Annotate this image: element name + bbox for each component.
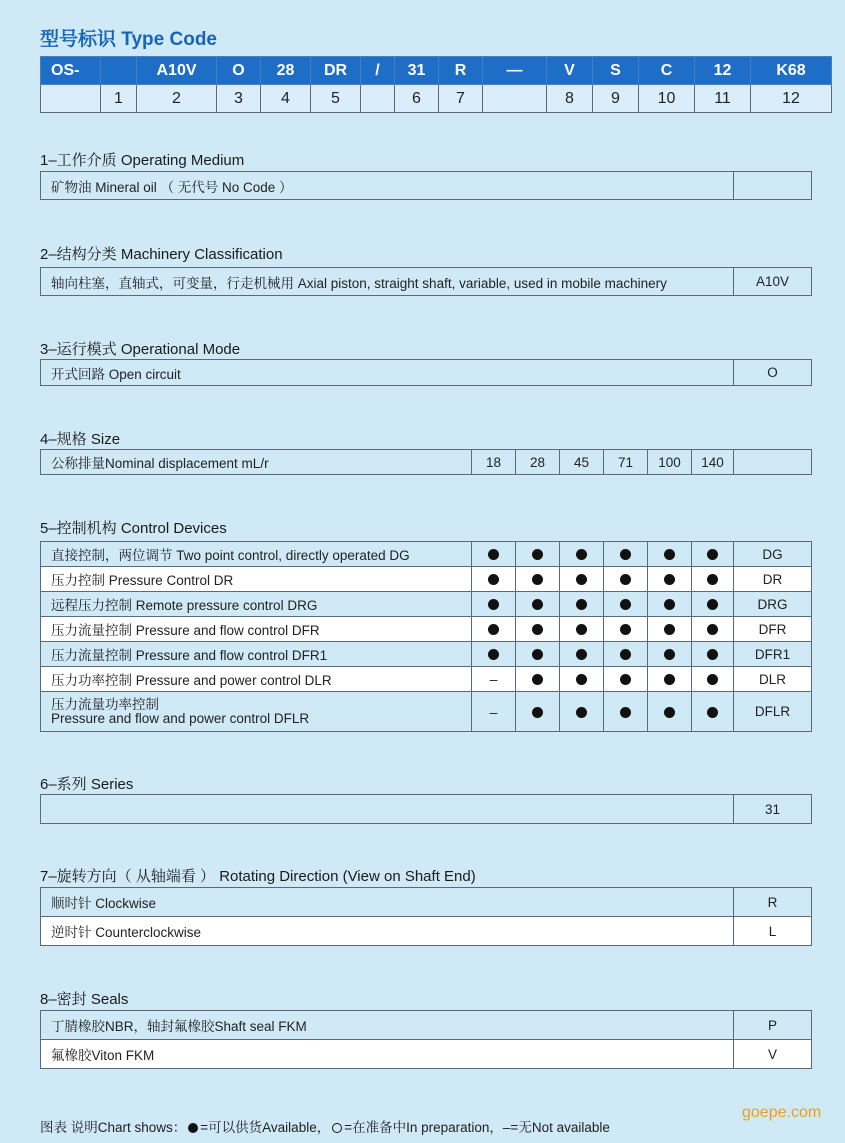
row-code: V — [734, 1040, 812, 1069]
available-dot-icon — [576, 674, 587, 685]
availability-cell — [604, 542, 648, 567]
row-code — [734, 172, 812, 200]
available-dot-icon — [707, 624, 718, 635]
availability-cell — [560, 692, 604, 732]
available-dot-icon — [488, 574, 499, 585]
code-number: 11 — [695, 85, 751, 113]
available-dot-icon — [576, 707, 587, 718]
section-title-machinery-classification: 2–结构分类 Machinery Classification — [40, 246, 283, 263]
availability-cell — [692, 567, 734, 592]
control-row — [41, 642, 812, 667]
available-dot-icon — [707, 574, 718, 585]
row-label — [41, 795, 734, 824]
size-value: 18 — [472, 450, 516, 475]
availability-cell — [648, 567, 692, 592]
control-label — [41, 692, 472, 732]
size-value: 140 — [692, 450, 734, 475]
availability-cell — [560, 542, 604, 567]
control-label — [41, 592, 472, 617]
availability-cell — [604, 592, 648, 617]
page-title: 型号标识 Type Code — [40, 29, 217, 50]
row-code: DFR — [734, 617, 812, 642]
watermark: goepe.com — [742, 1104, 822, 1121]
row-code: DLR — [734, 667, 812, 692]
code-segment: / — [361, 57, 395, 85]
legend-available: =可以供货Available， — [200, 1120, 331, 1135]
code-number: 8 — [547, 85, 593, 113]
control-label — [41, 617, 472, 642]
size-label: 公称排量Nominal displacement mL/r — [41, 450, 472, 475]
type-code-numbers — [41, 85, 832, 113]
availability-cell — [472, 542, 516, 567]
available-dot-icon — [707, 599, 718, 610]
size-value: 71 — [604, 450, 648, 475]
section-title-operating-medium: 1–工作介质 Operating Medium — [40, 152, 245, 169]
row-code: DRG — [734, 592, 812, 617]
code-segment: OS- — [41, 57, 101, 85]
availability-cell — [472, 642, 516, 667]
code-number — [483, 85, 547, 113]
control-label — [41, 667, 472, 692]
code-number: 5 — [311, 85, 361, 113]
code-segment: C — [639, 57, 695, 85]
availability-cell — [516, 617, 560, 642]
size-value: 100 — [648, 450, 692, 475]
availability-cell — [560, 592, 604, 617]
availability-cell — [604, 617, 648, 642]
available-dot-icon — [620, 674, 631, 685]
available-dot-icon — [620, 624, 631, 635]
available-dot-icon — [532, 674, 543, 685]
operational-mode-table — [40, 359, 812, 386]
legend-prefix: 图表 说明Chart shows： — [40, 1120, 187, 1135]
section-title-size: 4–规格 Size — [40, 431, 121, 448]
availability-cell — [648, 617, 692, 642]
type-code-segments — [41, 57, 832, 85]
code-segment: 12 — [695, 57, 751, 85]
available-dot-icon — [707, 649, 718, 660]
available-dot-icon — [620, 599, 631, 610]
available-dot-icon — [620, 549, 631, 560]
control-label-line: 压力流量功率控制 — [51, 696, 159, 712]
control-row — [41, 692, 812, 732]
availability-cell — [560, 642, 604, 667]
availability-cell — [516, 642, 560, 667]
row-label: 氟橡胶Viton FKM — [41, 1040, 734, 1069]
availability-cell — [648, 642, 692, 667]
available-dot-icon — [664, 599, 675, 610]
control-label-line: 远程压力控制 Remote pressure control DRG — [51, 598, 318, 613]
section-title-series: 6–系列 Series — [40, 776, 134, 793]
size-table — [40, 449, 812, 475]
available-dot-icon — [488, 549, 499, 560]
availability-cell — [692, 592, 734, 617]
code-segment: K68 — [751, 57, 832, 85]
row-code: DFLR — [734, 692, 812, 732]
code-segment — [101, 57, 137, 85]
code-number — [41, 85, 101, 113]
available-dot-icon — [664, 649, 675, 660]
available-dot-icon — [620, 649, 631, 660]
availability-cell — [472, 592, 516, 617]
available-dot-icon — [532, 649, 543, 660]
size-value: 28 — [516, 450, 560, 475]
availability-cell — [560, 617, 604, 642]
availability-cell — [604, 567, 648, 592]
section-title-seals: 8–密封 Seals — [40, 991, 129, 1008]
available-dot-icon — [488, 649, 499, 660]
code-number: 12 — [751, 85, 832, 113]
availability-cell — [604, 667, 648, 692]
control-label-line: 压力流量控制 Pressure and flow control DFR — [51, 623, 320, 638]
code-segment: O — [217, 57, 261, 85]
control-row — [41, 592, 812, 617]
row-code: R — [734, 888, 812, 917]
code-number — [361, 85, 395, 113]
available-dot-icon — [664, 707, 675, 718]
available-dot-icon — [576, 649, 587, 660]
row-code — [734, 450, 812, 475]
availability-cell — [648, 692, 692, 732]
code-number: 3 — [217, 85, 261, 113]
code-number: 1 — [101, 85, 137, 113]
availability-cell — [648, 592, 692, 617]
available-dot-icon — [664, 624, 675, 635]
row-code: 31 — [734, 795, 812, 824]
code-segment: DR — [311, 57, 361, 85]
code-number: 9 — [593, 85, 639, 113]
available-dot-icon — [664, 674, 675, 685]
availability-cell — [560, 667, 604, 692]
section-title-operational-mode: 3–运行模式 Operational Mode — [40, 341, 241, 358]
available-dot-icon — [532, 707, 543, 718]
availability-cell — [604, 692, 648, 732]
code-number: 4 — [261, 85, 311, 113]
size-value: 45 — [560, 450, 604, 475]
available-dot-icon — [664, 549, 675, 560]
available-dot-icon — [532, 549, 543, 560]
available-dot-icon — [532, 599, 543, 610]
available-dot-icon — [488, 599, 499, 610]
available-dot-icon — [532, 574, 543, 585]
row-label: 逆时针 Counterclockwise — [41, 917, 734, 946]
control-label-line: 压力控制 Pressure Control DR — [51, 573, 234, 588]
available-dot-icon — [576, 574, 587, 585]
code-number: 2 — [137, 85, 217, 113]
control-devices-table — [40, 541, 812, 732]
operating-medium-table — [40, 171, 812, 200]
control-label-line: 压力流量控制 Pressure and flow control DFR1 — [51, 648, 328, 663]
control-row — [41, 617, 812, 642]
row-code: P — [734, 1011, 812, 1040]
code-number: 10 — [639, 85, 695, 113]
available-dot-icon — [576, 599, 587, 610]
row-label: 开式回路 Open circuit — [41, 360, 734, 386]
available-dot-icon — [576, 549, 587, 560]
control-row — [41, 567, 812, 592]
availability-cell — [692, 617, 734, 642]
control-row — [41, 542, 812, 567]
filled-circle-icon — [188, 1123, 198, 1133]
row-code: DFR1 — [734, 642, 812, 667]
availability-cell — [516, 692, 560, 732]
control-label-line: 压力功率控制 Pressure and power control DLR — [51, 673, 332, 688]
availability-cell — [472, 617, 516, 642]
availability-cell — [516, 567, 560, 592]
control-label-line: 直接控制，两位调节 Two point control, directly operated DG — [51, 548, 410, 563]
available-dot-icon — [620, 707, 631, 718]
availability-cell — [604, 642, 648, 667]
row-code: DR — [734, 567, 812, 592]
legend-preparation: =在准备中In preparation， — [344, 1120, 503, 1135]
code-segment: A10V — [137, 57, 217, 85]
machinery-classification-table — [40, 267, 812, 296]
row-label: 矿物油 Mineral oil （ 无代号 No Code ） — [41, 172, 734, 200]
row-code: O — [734, 360, 812, 386]
available-dot-icon — [532, 624, 543, 635]
code-number: 6 — [395, 85, 439, 113]
seals-table — [40, 1010, 812, 1069]
rotating-direction-table — [40, 887, 812, 946]
code-number: 7 — [439, 85, 483, 113]
availability-cell — [472, 567, 516, 592]
available-dot-icon — [488, 624, 499, 635]
availability-cell — [472, 667, 516, 692]
availability-cell — [560, 567, 604, 592]
available-dot-icon — [707, 674, 718, 685]
code-segment: — — [483, 57, 547, 85]
control-row — [41, 667, 812, 692]
available-dot-icon — [707, 707, 718, 718]
row-label: 丁腈橡胶NBR，轴封氟橡胶Shaft seal FKM — [41, 1011, 734, 1040]
row-code: L — [734, 917, 812, 946]
code-segment: V — [547, 57, 593, 85]
availability-cell — [472, 692, 516, 732]
availability-cell — [692, 692, 734, 732]
availability-cell — [516, 542, 560, 567]
control-label — [41, 542, 472, 567]
available-dot-icon — [576, 624, 587, 635]
availability-cell — [648, 542, 692, 567]
code-segment: 31 — [395, 57, 439, 85]
availability-cell — [692, 667, 734, 692]
legend-not-available: –=无Not available — [502, 1120, 610, 1135]
availability-cell — [692, 642, 734, 667]
code-segment: R — [439, 57, 483, 85]
not-available-dash: – — [489, 703, 498, 720]
availability-cell — [516, 667, 560, 692]
series-table — [40, 794, 812, 824]
available-dot-icon — [707, 549, 718, 560]
control-label — [41, 642, 472, 667]
row-label: 顺时针 Clockwise — [41, 888, 734, 917]
open-circle-icon — [332, 1123, 342, 1133]
row-code: A10V — [734, 268, 812, 296]
not-available-dash: – — [489, 671, 498, 687]
available-dot-icon — [620, 574, 631, 585]
row-code: DG — [734, 542, 812, 567]
row-label: 轴向柱塞，直轴式，可变量，行走机械用 Axial piston, straight shaft, variable, used in mobile machinery — [41, 268, 734, 296]
chart-legend — [40, 1116, 610, 1136]
code-segment: S — [593, 57, 639, 85]
availability-cell — [516, 592, 560, 617]
section-title-control-devices: 5–控制机构 Control Devices — [40, 520, 227, 537]
code-segment: 28 — [261, 57, 311, 85]
control-label — [41, 567, 472, 592]
type-code-table — [40, 56, 832, 113]
control-label-line: Pressure and flow and power control DFLR — [51, 710, 310, 726]
section-title-rotating-direction: 7–旋转方向（ 从轴端看 ） Rotating Direction (View on Shaft End) — [40, 868, 476, 885]
availability-cell — [692, 542, 734, 567]
available-dot-icon — [664, 574, 675, 585]
availability-cell — [648, 667, 692, 692]
